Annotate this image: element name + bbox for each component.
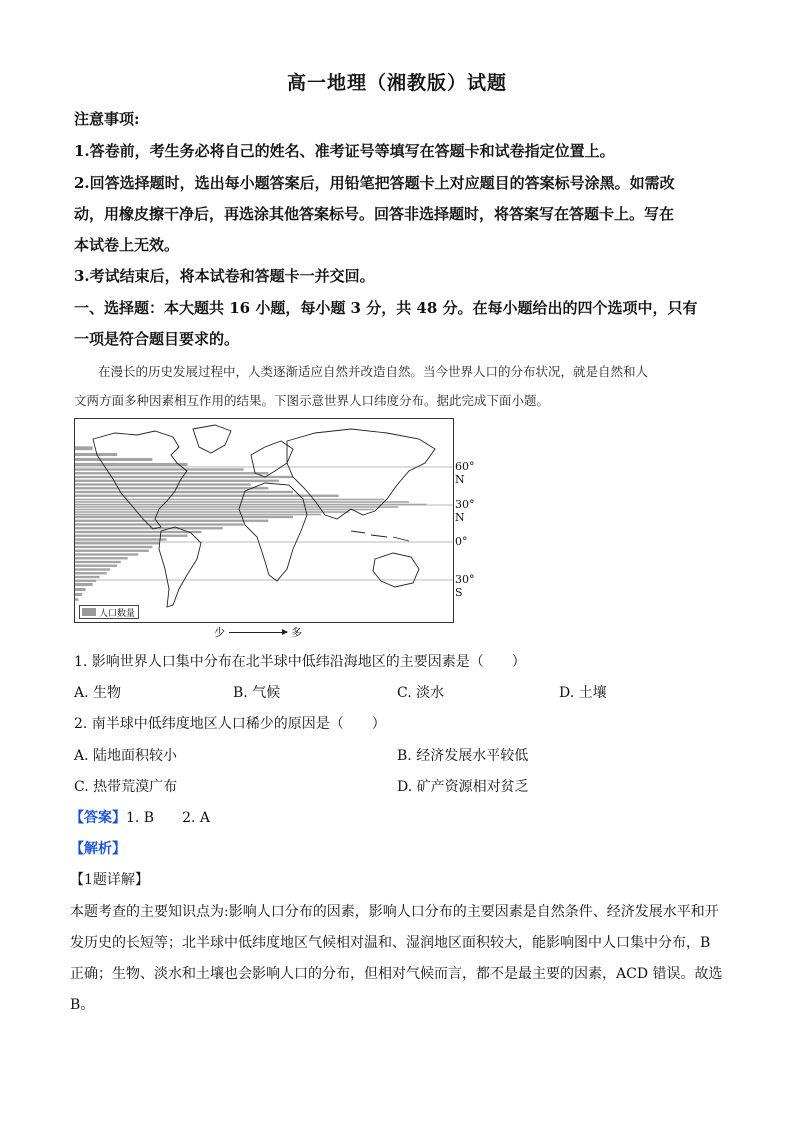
population-bar xyxy=(75,487,268,489)
scale-high-label: 多 xyxy=(291,626,302,639)
population-bar xyxy=(75,593,82,596)
population-bar xyxy=(75,463,187,466)
population-bar xyxy=(75,480,279,482)
notice-item-3: 3.考试结束后，将本试卷和答题卡一并交回。 xyxy=(74,267,375,285)
africa-outline xyxy=(239,483,307,581)
page-title: 高一地理（湘教版）试题 xyxy=(286,72,507,94)
notice-item-2-line-3: 本试卷上无效。 xyxy=(74,236,180,254)
population-bar xyxy=(75,476,293,478)
q2-option-d[interactable]: D. 矿产资源相对贫乏 xyxy=(397,779,529,795)
analysis-line-3: 正确；生物、淡水和土壤也会影响人口的分布，但相对气候而言，都不是最主要的因素，ACD 错误。故选 xyxy=(70,966,723,982)
section-1-line-1: 一、选择题：本大题共 16 小题，每小题 3 分，共 48 分。在每小题给出的四个选项中，只有 xyxy=(74,299,698,317)
population-bar xyxy=(75,572,107,574)
population-profile xyxy=(75,446,427,600)
population-bar xyxy=(75,553,138,555)
passage-line-1: 在漫长的历史发展过程中，人类逐渐适应自然并改造自然。当今世界人口的分布状况，就是自然和人 xyxy=(98,364,649,379)
map-svg xyxy=(75,419,453,622)
population-bar xyxy=(75,535,187,537)
passage-line-2: 文两方面多种因素相互作用的结果。下图示意世界人口纬度分布。据此完成下面小题。 xyxy=(74,393,550,408)
q2-option-a[interactable]: A. 陆地面积较小 xyxy=(74,748,178,764)
population-bar xyxy=(75,546,152,548)
population-bar xyxy=(75,580,96,582)
q2-option-b[interactable]: B. 经济发展水平较低 xyxy=(397,748,529,764)
analysis-label: 【解析】 xyxy=(70,841,126,857)
population-bar xyxy=(75,598,79,600)
population-bar xyxy=(75,576,100,578)
asia-outline xyxy=(287,429,435,519)
notice-item-1: 1.答卷前，考生务必将自己的姓名、准考证号等填写在答题卡和试卷指定位置上。 xyxy=(74,142,615,160)
q1-option-d[interactable]: D. 土壤 xyxy=(559,685,607,701)
lat-label-equator: 0° xyxy=(455,535,468,548)
population-scale xyxy=(214,624,302,640)
australia-outline xyxy=(373,553,419,587)
analysis-line-2: 发历史的长短等；北半球中低纬度地区气候相对温和、湿润地区面积较大，能影响图中人口集中分布，B xyxy=(70,935,711,951)
population-bar xyxy=(75,561,121,563)
q1-option-b[interactable]: B. 气候 xyxy=(233,685,281,701)
scale-low-label: 少 xyxy=(214,626,225,639)
world-population-map xyxy=(74,418,475,623)
population-bar xyxy=(75,499,384,501)
lat-label-30n: 30° N xyxy=(455,498,475,524)
population-bar xyxy=(75,568,110,570)
legend-swatch xyxy=(82,608,96,616)
population-bar xyxy=(75,516,293,518)
population-bar xyxy=(75,453,117,456)
lat-label-30s: 30° S xyxy=(455,573,475,599)
population-bar xyxy=(75,557,128,559)
population-bar xyxy=(75,511,349,513)
population-bar xyxy=(75,588,86,591)
answer-row xyxy=(70,807,210,827)
population-bar xyxy=(75,483,251,485)
q2-stem: 2. 南半球中低纬度地区人口稀少的原因是（ ） xyxy=(74,716,386,732)
analysis-line-4: B。 xyxy=(70,997,95,1013)
population-bar xyxy=(75,504,427,506)
analysis-subheading: 【1题详解】 xyxy=(70,872,149,888)
population-bar xyxy=(75,509,374,511)
analysis-line-1: 本题考查的主要知识点为:影响人口分布的因素，影响人口分布的主要因素是自然条件、经济发展水平和开 xyxy=(70,904,719,920)
q1-option-c[interactable]: C. 淡水 xyxy=(397,685,445,701)
population-bar xyxy=(75,550,149,552)
q1-stem: 1. 影响世界人口集中分布在北半球中低纬沿海地区的主要因素是（ ） xyxy=(74,654,526,670)
population-bar xyxy=(75,446,93,450)
lat-label-60n: 60° N xyxy=(455,460,475,486)
answer-text: 1. B 2. A xyxy=(126,810,211,826)
q2-option-c[interactable]: C. 热带荒漠广布 xyxy=(74,779,178,795)
population-bar xyxy=(75,542,159,544)
notice-item-2-line-1: 2.回答选择题时，选出每小题答案后，用铅笔把答题卡上对应题目的答案标号涂黑。如需改 xyxy=(74,174,675,192)
population-bar xyxy=(75,520,268,522)
scale-arrow-icon xyxy=(229,632,287,633)
map-legend xyxy=(79,605,139,619)
population-bar xyxy=(75,506,398,508)
population-bar xyxy=(75,538,166,540)
answer-label: 【答案】 xyxy=(70,810,126,826)
population-bar xyxy=(75,468,244,470)
population-bar xyxy=(75,514,321,516)
legend-label: 人口数量 xyxy=(99,608,136,619)
notice-item-2-line-2: 动，用橡皮擦干净后，再选涂其他答案标号。回答非选择题时，将答案写在答题卡上。写在 xyxy=(74,205,675,223)
population-bar xyxy=(75,565,117,567)
population-bar xyxy=(75,531,202,533)
q1-option-a[interactable]: A. 生物 xyxy=(74,685,122,701)
section-1-line-2: 一项是符合题目要求的。 xyxy=(74,330,240,348)
indonesia-outline xyxy=(351,531,409,541)
notice-heading: 注意事项: xyxy=(74,110,140,128)
population-bar xyxy=(75,472,268,474)
greenland-outline xyxy=(193,425,231,453)
population-bar xyxy=(75,527,223,529)
population-bar xyxy=(75,458,152,461)
population-bar xyxy=(75,583,93,586)
population-bar xyxy=(75,491,293,493)
